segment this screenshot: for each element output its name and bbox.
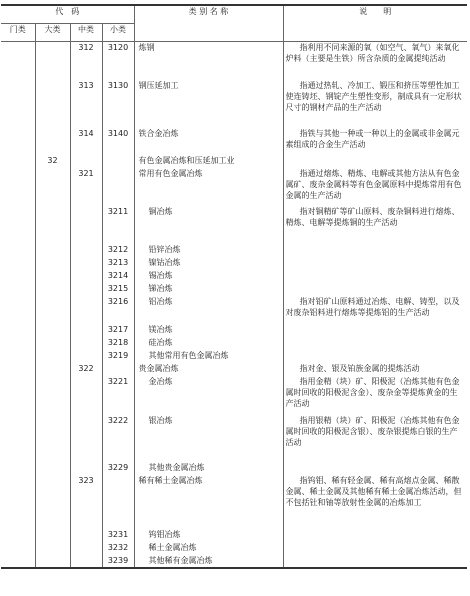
table-row xyxy=(1,350,467,363)
description-cell xyxy=(283,462,467,475)
category-name-cell: 贵金属冶炼 xyxy=(134,363,283,376)
medium-code-cell xyxy=(70,244,102,257)
table-row xyxy=(1,542,467,555)
description-cell xyxy=(283,529,467,542)
category-name-cell: 钢压延加工 xyxy=(134,80,283,128)
medium-code-cell xyxy=(70,376,102,415)
minor-code-cell: 3229 xyxy=(102,462,134,475)
door-code-cell xyxy=(1,257,35,270)
table-row xyxy=(1,128,467,155)
table-row xyxy=(1,270,467,283)
door-code-cell xyxy=(1,168,35,206)
table-row xyxy=(1,324,467,337)
description-cell xyxy=(283,324,467,337)
table-row xyxy=(1,376,467,415)
minor-code-cell: 3219 xyxy=(102,350,134,363)
minor-code-cell xyxy=(102,475,134,529)
description-cell: 指利用不同来源的氧（如空气、氧气）来氧化炉料（主要是生铁）所含杂质的金属提纯活动 xyxy=(285,43,460,63)
major-code-cell xyxy=(35,42,70,80)
major-code-cell xyxy=(35,529,70,542)
major-code-cell xyxy=(35,462,70,475)
table-row xyxy=(1,257,467,270)
major-code-cell xyxy=(35,128,70,155)
category-name-cell: 铁合金冶炼 xyxy=(134,128,283,155)
major-code-cell xyxy=(35,376,70,415)
door-code-cell xyxy=(1,206,35,244)
table-row xyxy=(1,80,467,128)
table-row xyxy=(1,155,467,168)
description-cell: 指对铜精矿等矿山原料、废杂铜料进行熔炼、精炼、电解等提炼铜的生产活动 xyxy=(285,206,460,227)
description-cell xyxy=(283,283,467,296)
major-code-cell xyxy=(35,80,70,128)
category-name-cell: 其他常用有色金属冶炼 xyxy=(134,350,283,363)
medium-code-cell xyxy=(70,529,102,542)
door-code-cell xyxy=(1,80,35,128)
description-cell xyxy=(283,270,467,283)
category-name-cell: 稀土金属冶炼 xyxy=(134,542,283,555)
table-row xyxy=(1,42,467,80)
medium-code-cell: 314 xyxy=(70,128,102,155)
description-cell: 指对金、银及铂族金属的提炼活动 xyxy=(299,363,420,373)
door-code-cell xyxy=(1,529,35,542)
door-header: 门类 xyxy=(1,24,35,42)
door-code-cell xyxy=(1,270,35,283)
door-code-cell xyxy=(1,555,35,568)
door-code-cell xyxy=(1,415,35,462)
category-name-cell: 锑冶炼 xyxy=(134,283,283,296)
minor-code-cell: 3215 xyxy=(102,283,134,296)
door-code-cell xyxy=(1,337,35,350)
medium-code-cell: 313 xyxy=(70,80,102,128)
medium-code-cell xyxy=(70,555,102,568)
minor-code-cell: 3211 xyxy=(102,206,134,244)
table-row xyxy=(1,555,467,568)
category-name-cell: 银冶炼 xyxy=(134,415,283,462)
medium-code-cell: 312 xyxy=(70,42,102,80)
medium-code-cell xyxy=(70,324,102,337)
category-name-cell: 铝冶炼 xyxy=(134,296,283,324)
major-code-cell xyxy=(35,257,70,270)
category-name-cell: 有色金属冶炼和压延加工业 xyxy=(134,155,283,168)
minor-code-cell xyxy=(102,168,134,206)
category-name-cell: 炼钢 xyxy=(134,42,283,80)
major-code-cell: 32 xyxy=(35,155,70,168)
minor-code-cell: 3221 xyxy=(102,376,134,415)
description-cell xyxy=(283,542,467,555)
description-header: 说 明 xyxy=(283,5,467,42)
major-code-cell xyxy=(35,415,70,462)
door-code-cell xyxy=(1,244,35,257)
medium-code-cell xyxy=(70,155,102,168)
minor-code-cell: 3232 xyxy=(102,542,134,555)
minor-code-cell: 3231 xyxy=(102,529,134,542)
major-code-cell xyxy=(35,283,70,296)
category-name-cell: 镁冶炼 xyxy=(134,324,283,337)
minor-code-cell: 3213 xyxy=(102,257,134,270)
medium-header: 中类 xyxy=(70,24,102,42)
description-cell xyxy=(283,257,467,270)
category-name-cell: 金冶炼 xyxy=(134,376,283,415)
minor-code-cell: 3216 xyxy=(102,296,134,324)
door-code-cell xyxy=(1,283,35,296)
category-name-cell: 硅冶炼 xyxy=(134,337,283,350)
description-cell xyxy=(283,350,467,363)
code-group-header: 代 码 xyxy=(1,5,134,24)
minor-code-cell: 3212 xyxy=(102,244,134,257)
minor-code-cell xyxy=(102,155,134,168)
medium-code-cell: 321 xyxy=(70,168,102,206)
table-row xyxy=(1,206,467,244)
category-name-cell: 铅锌冶炼 xyxy=(134,244,283,257)
table-row xyxy=(1,283,467,296)
description-cell: 指铁与其他一种或一种以上的金属或非金属元素组成的合金生产活动 xyxy=(285,128,460,149)
classification-table xyxy=(1,4,467,569)
category-name-header: 类 别 名 称 xyxy=(134,5,283,42)
description-cell: 指用金精（块）矿、阳极泥（冶炼其他有色金属时回收的阳极泥含金）、废杂金等提炼黄金的生产活动 xyxy=(285,376,460,408)
table-row xyxy=(1,168,467,206)
medium-code-cell xyxy=(70,350,102,363)
table-row xyxy=(1,462,467,475)
major-code-cell xyxy=(35,324,70,337)
minor-code-cell: 3130 xyxy=(102,80,134,128)
category-name-cell: 其他稀有金属冶炼 xyxy=(134,555,283,568)
table-row xyxy=(1,475,467,529)
table-body xyxy=(1,42,467,568)
minor-code-cell xyxy=(102,363,134,376)
minor-code-cell: 3222 xyxy=(102,415,134,462)
description-cell xyxy=(283,555,467,568)
description-cell: 指通过热轧、冷加工、锻压和挤压等塑性加工使连铸坯、钢锭产生塑性变形，制成具有一定形状尺寸的钢材产品的生产活动 xyxy=(285,80,462,112)
door-code-cell xyxy=(1,542,35,555)
door-code-cell xyxy=(1,42,35,80)
category-name-cell: 钨钼冶炼 xyxy=(134,529,283,542)
table-row xyxy=(1,296,467,324)
table-row xyxy=(1,363,467,376)
major-code-cell xyxy=(35,206,70,244)
major-code-cell xyxy=(35,363,70,376)
medium-code-cell xyxy=(70,337,102,350)
major-code-cell xyxy=(35,244,70,257)
description-cell xyxy=(283,337,467,350)
description-cell: 指通过熔炼、精炼、电解或其他方法从有色金属矿、废杂金属料等有色金属原料中提炼常用有色金属的生产活动 xyxy=(285,168,462,200)
door-code-cell xyxy=(1,128,35,155)
major-code-cell xyxy=(35,168,70,206)
minor-code-cell: 3214 xyxy=(102,270,134,283)
minor-code-cell: 3239 xyxy=(102,555,134,568)
category-name-cell: 常用有色金属冶炼 xyxy=(134,168,283,206)
minor-code-cell: 3218 xyxy=(102,337,134,350)
medium-code-cell: 323 xyxy=(70,475,102,529)
category-name-cell: 稀有稀土金属冶炼 xyxy=(134,475,283,529)
description-cell xyxy=(283,244,467,257)
major-code-cell xyxy=(35,337,70,350)
door-code-cell xyxy=(1,296,35,324)
major-code-cell xyxy=(35,350,70,363)
medium-code-cell xyxy=(70,415,102,462)
major-code-cell xyxy=(35,270,70,283)
category-name-cell: 铜冶炼 xyxy=(134,206,283,244)
category-name-cell: 锡冶炼 xyxy=(134,270,283,283)
medium-code-cell xyxy=(70,206,102,244)
door-code-cell xyxy=(1,324,35,337)
minor-header: 小类 xyxy=(102,24,134,42)
major-code-cell xyxy=(35,296,70,324)
medium-code-cell xyxy=(70,462,102,475)
description-cell: 指用银精（块）矿、阳极泥（冶炼其他有色金属时回收的阳极泥含银）、废杂银提炼白银的生产活动 xyxy=(285,415,460,447)
major-code-cell xyxy=(35,542,70,555)
door-code-cell xyxy=(1,462,35,475)
door-code-cell xyxy=(1,363,35,376)
medium-code-cell xyxy=(70,542,102,555)
minor-code-cell: 3217 xyxy=(102,324,134,337)
medium-code-cell xyxy=(70,296,102,324)
door-code-cell xyxy=(1,155,35,168)
medium-code-cell: 322 xyxy=(70,363,102,376)
category-name-cell: 其他贵金属冶炼 xyxy=(134,462,283,475)
medium-code-cell xyxy=(70,257,102,270)
category-name-cell: 镍钴冶炼 xyxy=(134,257,283,270)
description-cell xyxy=(283,155,467,168)
door-code-cell xyxy=(1,350,35,363)
medium-code-cell xyxy=(70,283,102,296)
table-row xyxy=(1,529,467,542)
door-code-cell xyxy=(1,376,35,415)
minor-code-cell: 3140 xyxy=(102,128,134,155)
minor-code-cell: 3120 xyxy=(102,42,134,80)
major-header: 大类 xyxy=(35,24,70,42)
door-code-cell xyxy=(1,475,35,529)
table-row xyxy=(1,244,467,257)
medium-code-cell xyxy=(70,270,102,283)
major-code-cell xyxy=(35,475,70,529)
description-cell: 指对铝矿山原料通过冶炼、电解、铸型，以及对废杂铝料进行熔炼等提炼铝的生产活动 xyxy=(285,296,460,317)
description-cell: 指钨钼、稀有轻金属、稀有高熔点金属、稀散金属、稀土金属及其他稀有稀土金属冶炼活动，但不包括钍和铀等放射性金属的冶炼加工 xyxy=(285,475,462,507)
table-row xyxy=(1,337,467,350)
major-code-cell xyxy=(35,555,70,568)
table-row xyxy=(1,415,467,462)
